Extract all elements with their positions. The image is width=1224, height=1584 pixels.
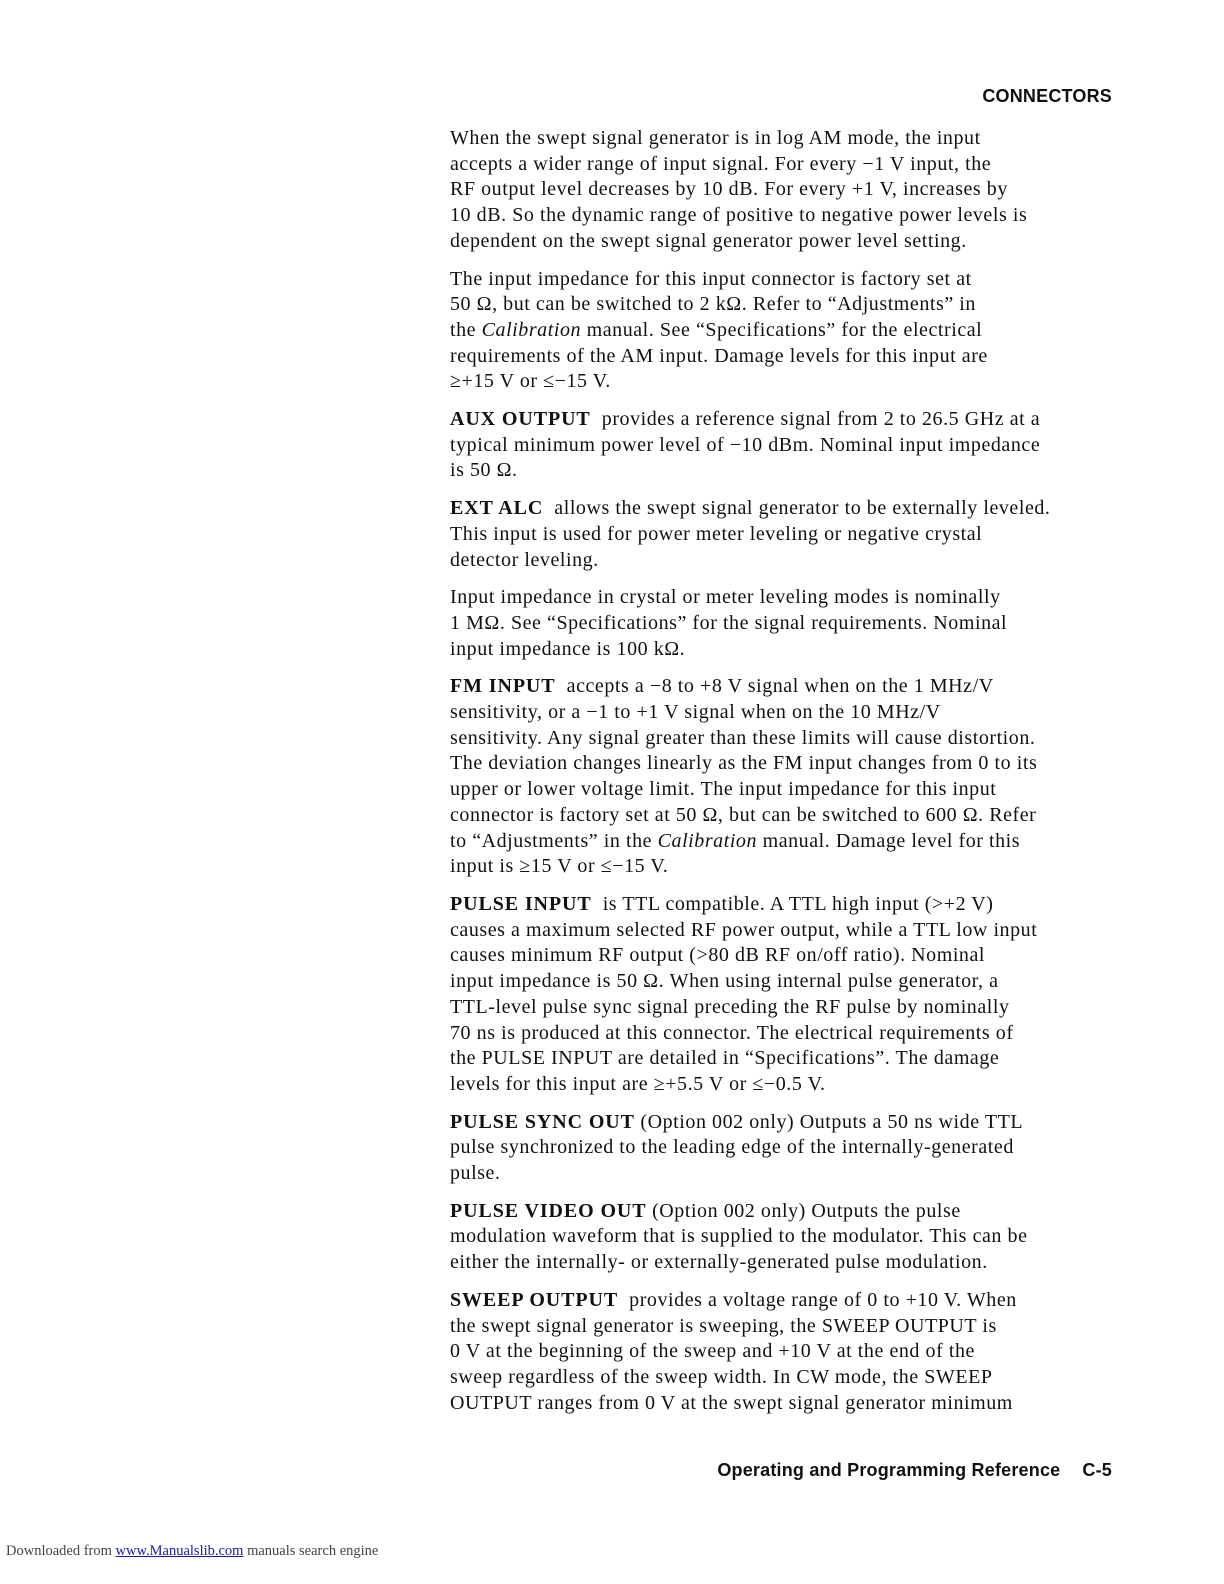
text-line: 70 ns is produced at this connector. The electrical requirements of [450, 1021, 1014, 1044]
text-line [450, 1288, 1115, 1314]
pulse-video-out-term: PULSE VIDEO OUT [450, 1199, 647, 1222]
text-line: input impedance is 50 Ω. When using internal pulse generator, a [450, 970, 999, 993]
text-fragment: (Option 002 only) Outputs the pulse [652, 1199, 961, 1222]
text-line: connector is factory set at 50 Ω, but can be switched to 600 Ω. Refer [450, 803, 1037, 826]
text-line: the swept signal generator is sweeping, the SWEEP OUTPUT is [450, 1314, 997, 1337]
text-line: ≥+15 V or ≤−15 V. [450, 370, 611, 393]
text-line: accepts a wider range of input signal. For every −1 V input, the [450, 152, 992, 175]
aux-output-paragraph [450, 407, 1115, 484]
pulse-input-term: PULSE INPUT [450, 892, 592, 915]
text-line: causes minimum RF output (>80 dB RF on/off ratio). Nominal [450, 944, 986, 967]
text-line: detector leveling. [450, 548, 599, 571]
text-line [450, 1199, 1115, 1225]
text-line: levels for this input are ≥+5.5 V or ≤−0.5 V. [450, 1072, 826, 1095]
download-notice [6, 1543, 378, 1560]
text-line: input is ≥15 V or ≤−15 V. [450, 855, 669, 878]
text-line [450, 407, 1115, 433]
fm-input-term: FM INPUT [450, 675, 556, 698]
text-fragment: is TTL compatible. A TTL high input (>+2 V) [602, 892, 994, 915]
text-fragment: manual. Damage level for this [762, 829, 1021, 852]
text-line: the PULSE INPUT are detailed in “Specifications”. The damage [450, 1047, 1000, 1070]
page-number: C-5 [1082, 1460, 1112, 1480]
text-line: either the internally- or externally-generated pulse modulation. [450, 1251, 988, 1274]
log-am-paragraph [450, 126, 1115, 255]
text-fragment: manual. See “Specifications” for the electrical [586, 318, 983, 341]
text-fragment: allows the swept signal generator to be externally leveled. [554, 497, 1051, 520]
text-line: sensitivity. Any signal greater than these limits will cause distortion. [450, 726, 1036, 749]
manualslib-link[interactable]: www.Manualslib.com [115, 1543, 244, 1559]
text-line: dependent on the swept signal generator power level setting. [450, 229, 967, 252]
page-footer [717, 1460, 1112, 1481]
text-fragment: (Option 002 only) Outputs a 50 ns wide TTL [640, 1110, 1024, 1133]
text-line: 50 Ω, but can be switched to 2 kΩ. Refer to “Adjustments” in [450, 293, 976, 316]
fm-input-paragraph [450, 674, 1115, 880]
am-impedance-paragraph [450, 267, 1115, 396]
text-line [450, 829, 1115, 855]
text-fragment: provides a voltage range of 0 to +10 V. When [629, 1288, 1017, 1311]
text-line: 0 V at the beginning of the sweep and +10 V at the end of the [450, 1340, 975, 1363]
text-fragment: to “Adjustments” in the [450, 829, 658, 852]
text-line [450, 318, 1115, 344]
text-line: pulse synchronized to the leading edge of the internally-generated [450, 1136, 1014, 1159]
running-section-title: CONNECTORS [982, 86, 1112, 106]
text-line: modulation waveform that is supplied to the modulator. This can be [450, 1225, 1028, 1248]
pulse-sync-out-term: PULSE SYNC OUT [450, 1110, 635, 1133]
download-suffix: manuals search engine [243, 1543, 379, 1559]
text-line: is 50 Ω. [450, 459, 518, 482]
reference-title: Operating and Programming Reference [717, 1460, 1061, 1480]
pulse-input-paragraph [450, 892, 1115, 1098]
text-line: RF output level decreases by 10 dB. For every +1 V, increases by [450, 178, 1008, 201]
text-line: input impedance is 100 kΩ. [450, 637, 686, 660]
calibration-manual-title: Calibration [657, 829, 758, 852]
text-line [450, 496, 1115, 522]
text-line: sensitivity, or a −1 to +1 V signal when on the 10 MHz/V [450, 701, 941, 724]
ext-alc-term: EXT ALC [450, 497, 544, 520]
text-line: 10 dB. So the dynamic range of positive to negative power levels is [450, 204, 1028, 227]
sweep-output-paragraph [450, 1288, 1115, 1417]
download-prefix: Downloaded from [6, 1543, 116, 1559]
text-fragment: the [450, 318, 482, 341]
alc-impedance-paragraph [450, 585, 1115, 662]
ext-alc-paragraph [450, 496, 1115, 573]
text-line: OUTPUT ranges from 0 V at the swept signal generator minimum [450, 1391, 1013, 1414]
text-line: When the swept signal generator is in log AM mode, the input [450, 127, 981, 149]
text-line [450, 674, 1115, 700]
text-line: Input impedance in crystal or meter leveling modes is nominally [450, 586, 1001, 609]
text-line: This input is used for power meter leveling or negative crystal [450, 522, 983, 545]
text-line: requirements of the AM input. Damage levels for this input are [450, 344, 988, 367]
calibration-manual-title: Calibration [481, 318, 582, 341]
text-line: The deviation changes linearly as the FM input changes from 0 to its [450, 752, 1038, 775]
text-line: pulse. [450, 1162, 501, 1185]
text-line: sweep regardless of the sweep width. In CW mode, the SWEEP [450, 1365, 993, 1388]
text-line: TTL-level pulse sync signal preceding the RF pulse by nominally [450, 995, 1010, 1018]
pulse-video-out-paragraph [450, 1199, 1115, 1276]
text-line: The input impedance for this input connector is factory set at [450, 267, 972, 290]
text-line: causes a maximum selected RF power output, while a TTL low input [450, 918, 1038, 941]
document-body [450, 126, 1115, 1428]
aux-output-term: AUX OUTPUT [450, 408, 591, 431]
sweep-output-term: SWEEP OUTPUT [450, 1288, 619, 1311]
text-fragment: provides a reference signal from 2 to 26.5 GHz at a [601, 408, 1041, 431]
pulse-sync-out-paragraph [450, 1110, 1115, 1187]
text-line [450, 892, 1115, 918]
text-fragment: accepts a −8 to +8 V signal when on the 1 MHz/V [566, 675, 994, 698]
text-line: upper or lower voltage limit. The input impedance for this input [450, 778, 997, 801]
text-line [450, 1110, 1115, 1136]
text-line: typical minimum power level of −10 dBm. Nominal input impedance [450, 433, 1041, 456]
text-line: 1 MΩ. See “Specifications” for the signal requirements. Nominal [450, 611, 1008, 634]
